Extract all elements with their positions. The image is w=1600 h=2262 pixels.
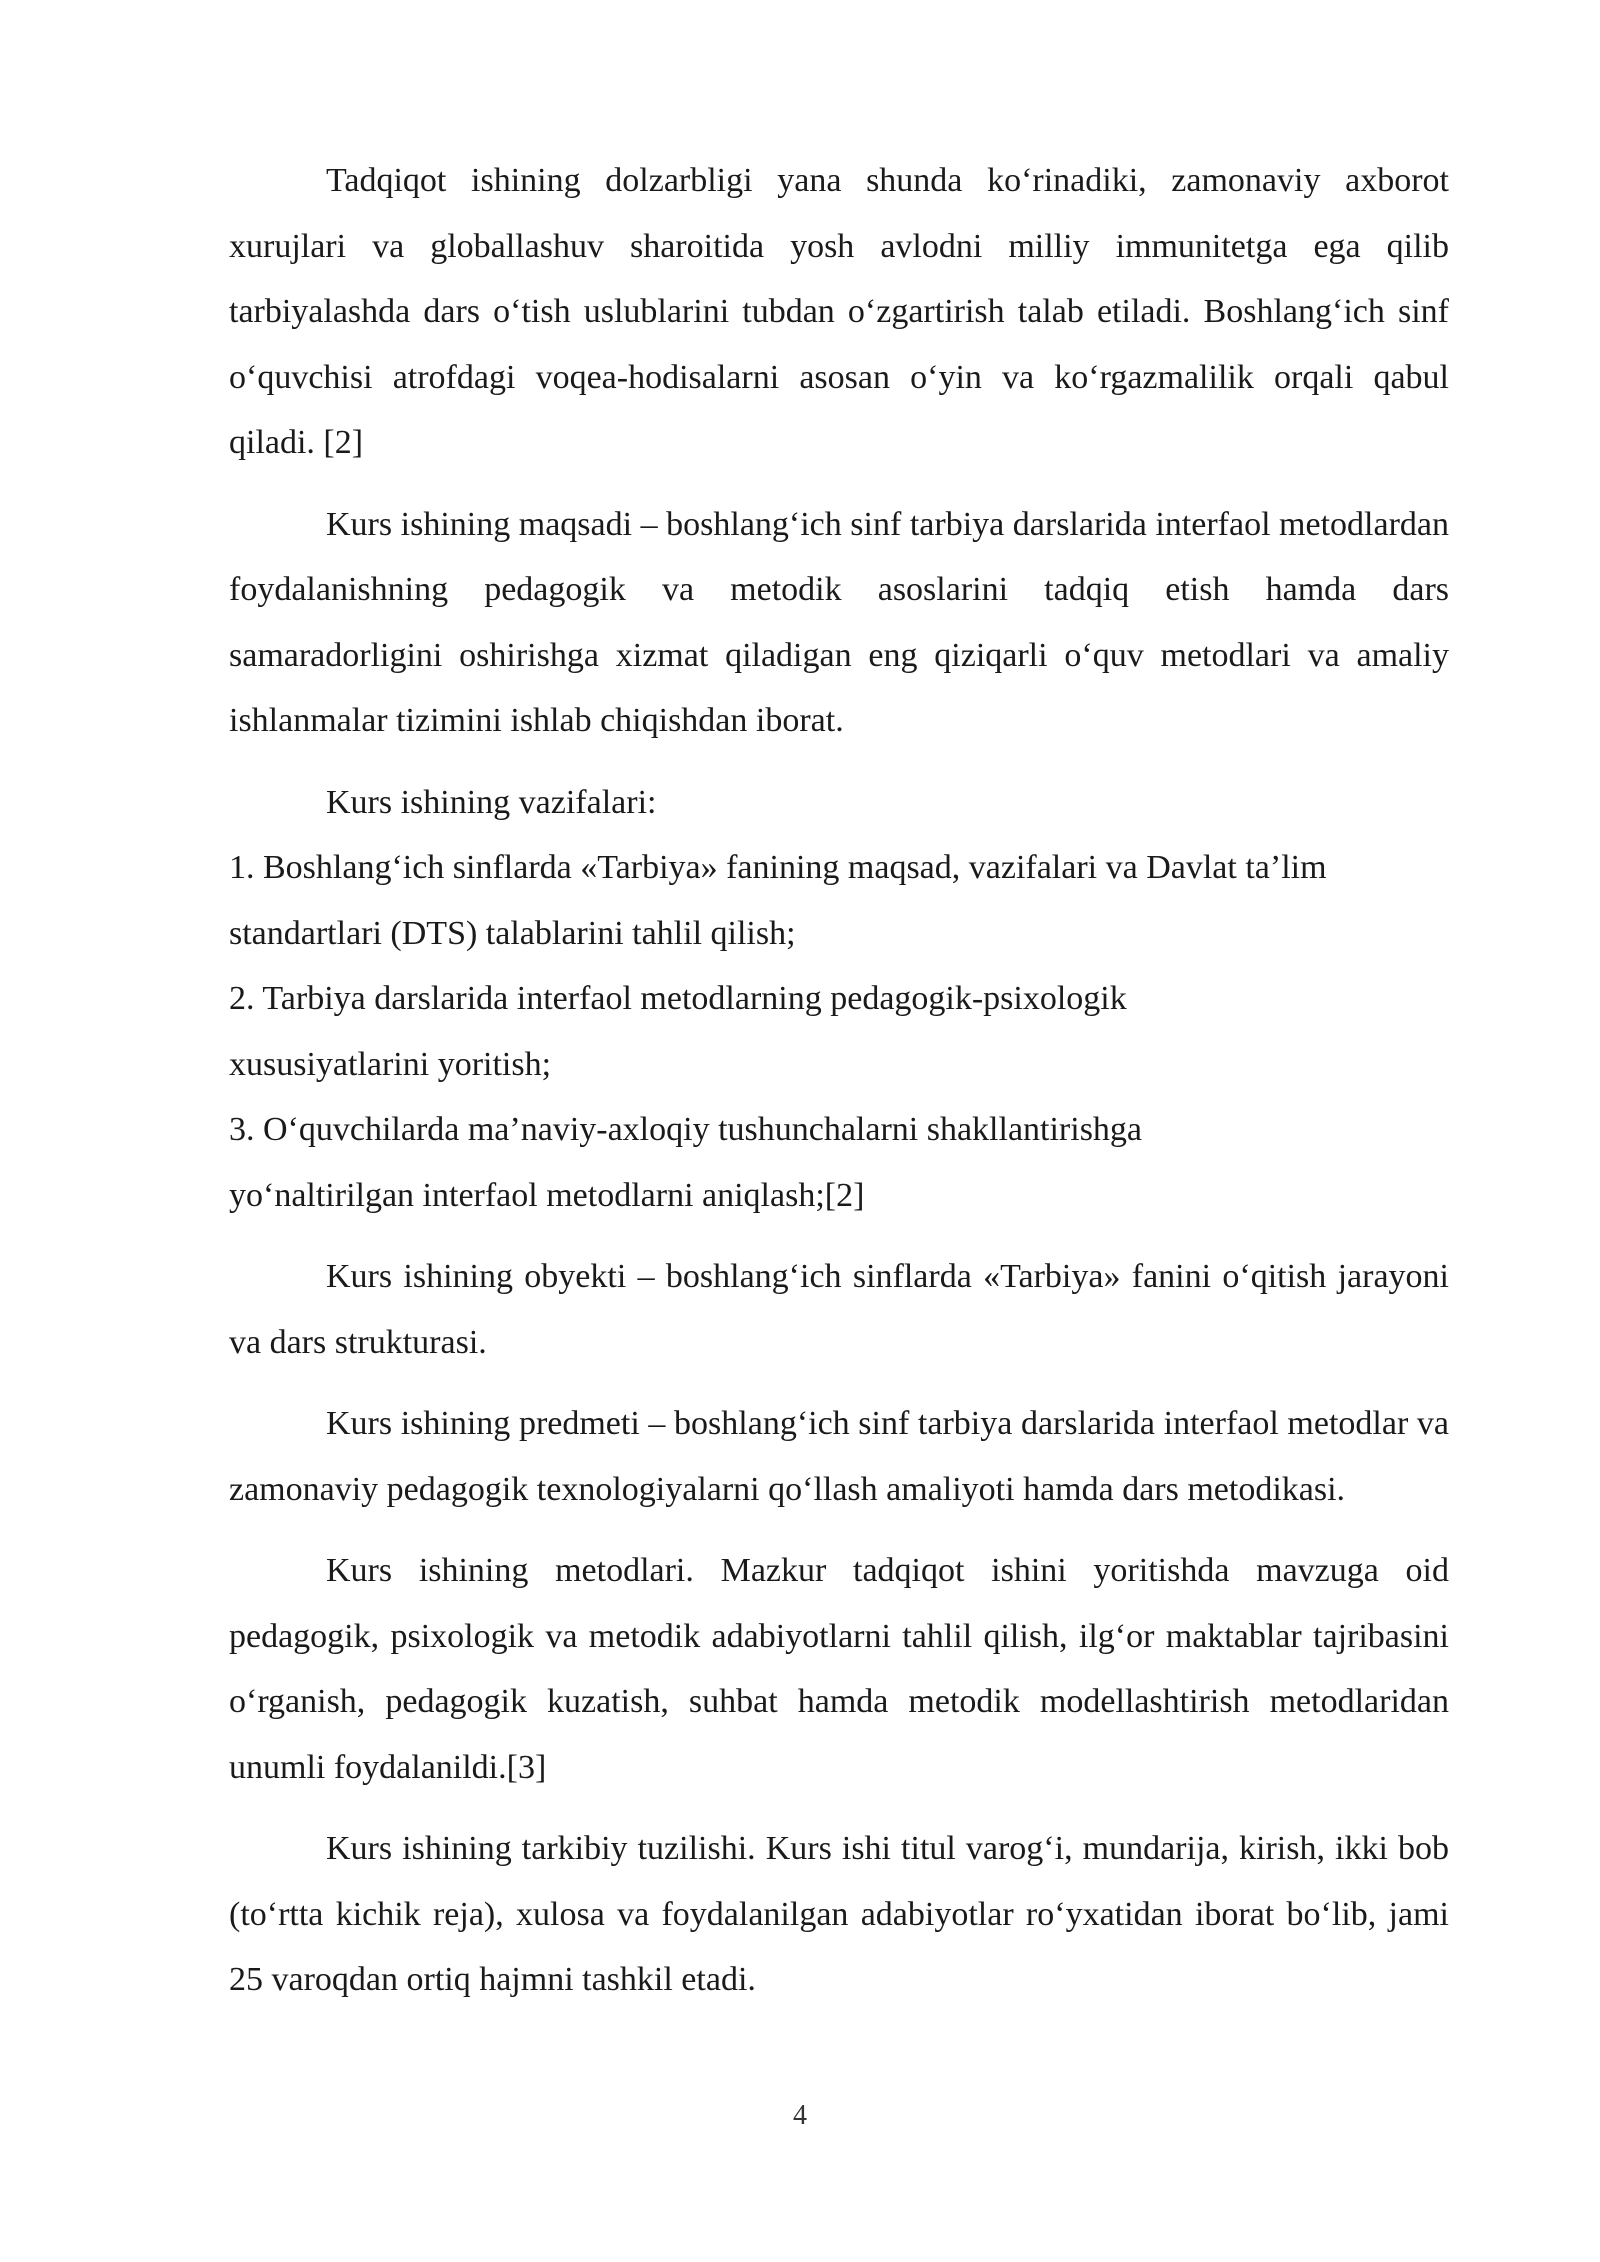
paragraph-object: Kurs ishining obyekti – boshlang‘ich sinflarda «Tarbiya» fanini o‘qitish jarayoni va dars strukturasi. (229, 1258, 1449, 1361)
page-number: 4 (793, 2100, 807, 2131)
paragraph-subject: Kurs ishining predmeti – boshlang‘ich sinf tarbiya darslarida interfaol metodlar va zamonaviy pedagogik texnologiyalarni qo‘llash amaliyoti hamda dars metodikasi. (229, 1405, 1449, 1508)
task-item-1: 1. Boshlang‘ich sinflarda «Tarbiya» fanining maqsad, vazifalari va Davlat ta’lim standartlari (DTS) talablarini tahlil qilish; (229, 849, 1327, 952)
paragraph-methods: Kurs ishining metodlari. Mazkur tadqiqot ishini yoritishda mavzuga oid pedagogik, psixologik va metodik adabiyotlarni tahlil qilish, ilg‘or maktablar tajribasini o‘rganish, pedagogik kuzatish, suhbat hamda metodik modellashtirish metodlaridan unumli foydalanildi.[3] (229, 1552, 1449, 1786)
paragraph-aim: Kurs ishining maqsadi – boshlang‘ich sinf tarbiya darslarida interfaol metodlardan foydalanishning pedagogik va metodik asoslarini tadqiq etish hamda dars samaradorligini oshirishga xizmat qiladigan eng qiziqarli o‘quv metodlari va amaliy ishlanmalar tizimini ishlab chiqishdan iborat. (229, 505, 1449, 739)
task-item-3: 3. O‘quvchilarda ma’naviy-axloqiy tushunchalarni shakllantirishga yo‘naltirilgan interfaol metodlarni aniqlash;[2] (229, 1111, 1143, 1214)
task-item-2: 2. Tarbiya darslarida interfaol metodlarning pedagogik-psixologik xususiyatlarini yoritish; (229, 980, 1127, 1083)
document-page (229, 148, 1449, 2029)
paragraph-structure: Kurs ishining tarkibiy tuzilishi. Kurs ishi titul varog‘i, mundarija, kirish, ikki bob (to‘rtta kichik reja), xulosa va foydalanilgan adabiyotlar ro‘yxatidan iborat bo‘lib, jami 25 varoqdan ortiq hajmni tashkil etadi. (229, 1830, 1449, 1998)
tasks-heading: Kurs ishining vazifalari: (326, 783, 657, 821)
paragraph-relevance: Tadqiqot ishining dolzarbligi yana shunda ko‘rinadiki, zamonaviy axborot xurujlari va globallashuv sharoitida yosh avlodni milliy immunitetga ega qilib tarbiyalashda dars o‘tish uslublarini tubdan o‘zgartirish talab etiladi. Boshlang‘ich sinf o‘quvchisi atrofdagi voqea-hodisalarni asosan o‘yin va ko‘rgazmalilik orqali qabul qiladi. [2] (229, 162, 1449, 461)
